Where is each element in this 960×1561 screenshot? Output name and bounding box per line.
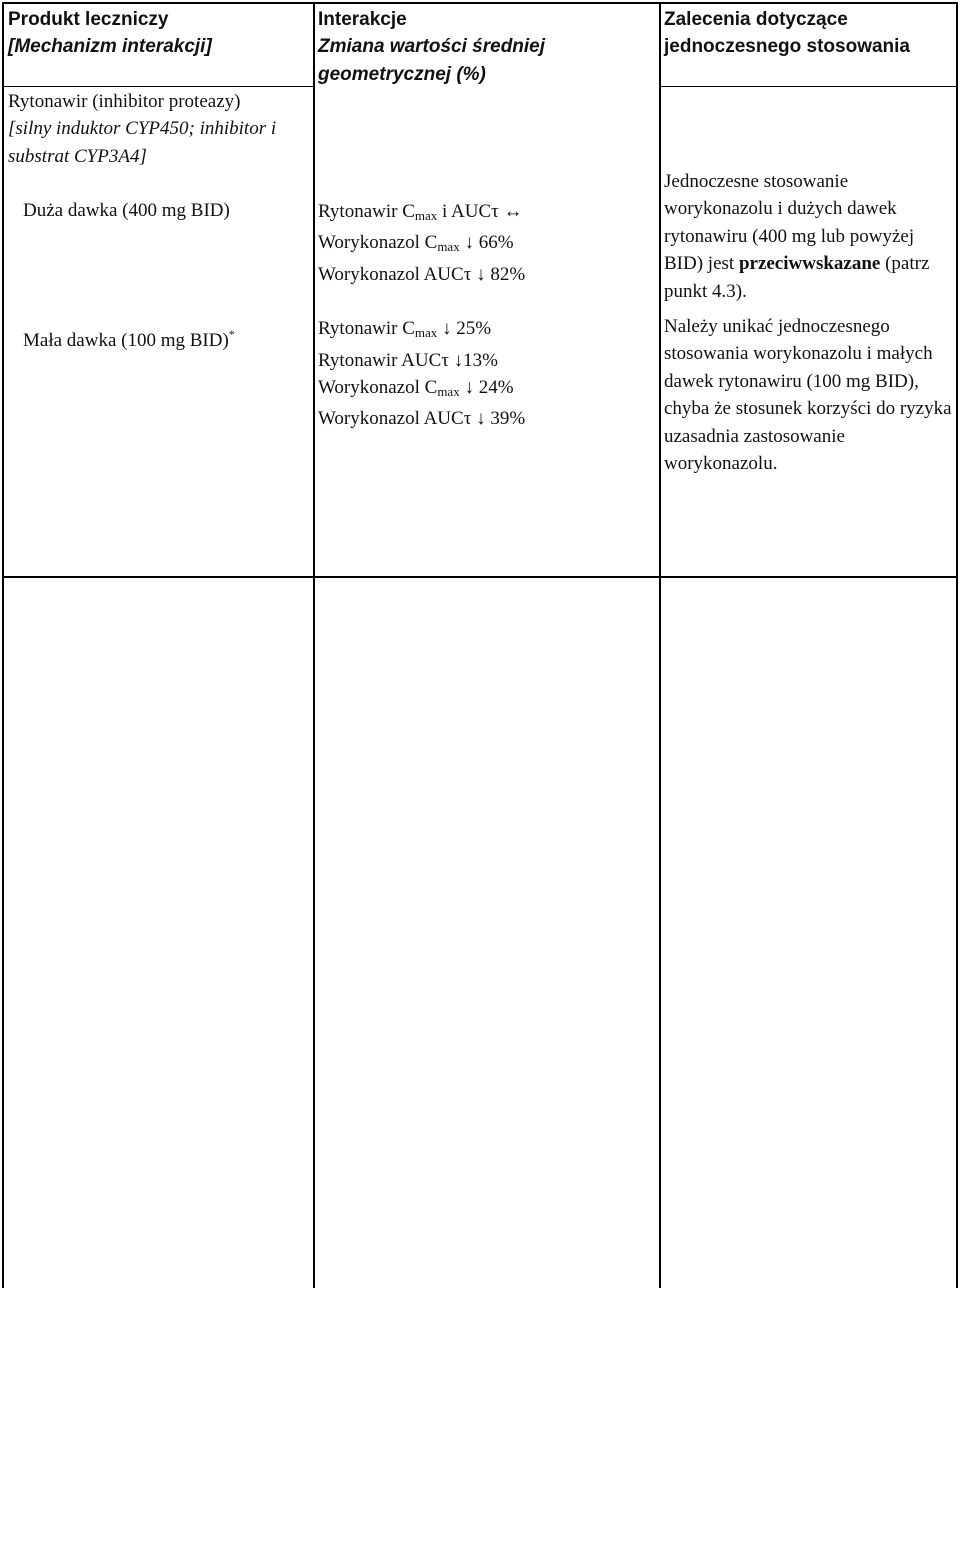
- arrow-down-icon: ↓: [476, 408, 486, 430]
- header-product-title: Produkt leczniczy: [8, 9, 169, 30]
- header-mechanism-title: [Mechanizm interakcji]: [8, 36, 212, 58]
- table-border-top: [2, 2, 958, 4]
- ritonavir-interactions-cell: [318, 198, 658, 433]
- header-geomean-title: Zmiana wartości średniej geometrycznej (%): [318, 36, 546, 85]
- header-interactions-title: Interakcje: [318, 9, 407, 30]
- arrow-down-icon: ↓: [453, 349, 464, 371]
- header-divider: [2, 86, 313, 87]
- column-divider: [313, 2, 315, 1288]
- header-product-cell: [8, 6, 308, 61]
- ritonavir-recommendation-low: Należy unikać jednoczesnego stosowania worykonazolu i małych dawek rytonawiru (100 mg BID), chyba że stosunek korzyści do ryzyka uzasadnia zastosowanie worykonazolu.: [664, 316, 952, 475]
- ritonavir-high-dose: Duża dawka (400 mg BID): [23, 200, 230, 222]
- header-recommendations-cell: [664, 6, 934, 61]
- interaction-line: Rytonawir AUCτ ↓13%: [318, 347, 658, 374]
- header-recommendations-title: Zalecenia dotyczące jednoczesnego stosowania: [664, 9, 910, 58]
- interaction-line: Worykonazol AUCτ ↓ 82%: [318, 261, 658, 288]
- row-divider: [2, 576, 958, 578]
- ritonavir-product-cell: [8, 88, 308, 354]
- interaction-line: Worykonazol $C_{max}$ ↓ 24%: [318, 374, 658, 405]
- ritonavir-low-dose: Mała dawka (100 mg BID): [23, 329, 229, 351]
- header-divider: [659, 86, 958, 87]
- table-border-right: [956, 2, 958, 1288]
- interaction-line: Rytonawir $C_{max}$ i AUCτ ↔: [318, 201, 523, 223]
- ritonavir-recommendation-high: Jednoczesne stosowanie worykonazolu i dużych dawek rytonawiru (400 mg lub powyżej BID) jest przeciwwskazane (patrz punkt 4.3).: [664, 171, 930, 302]
- arrow-down-icon: ↓: [464, 232, 474, 254]
- arrow-down-icon: ↓: [464, 377, 474, 399]
- interaction-line: Rytonawir $C_{max}$ ↓ 25%: [318, 315, 658, 346]
- header-interactions-cell: [318, 6, 578, 88]
- interaction-line: Worykonazol $C_{max}$ ↓ 66%: [318, 229, 658, 260]
- ritonavir-low-dose-line: [8, 321, 308, 354]
- interaction-line: Worykonazol AUCτ ↓ 39%: [318, 405, 658, 432]
- table-border-left: [2, 2, 4, 1288]
- ritonavir-recommendation-cell: [664, 168, 952, 477]
- ritonavir-mechanism: [silny induktor CYP450; inhibitor i substrat CYP3A4]: [8, 118, 277, 167]
- footnote-asterisk: *: [228, 326, 235, 341]
- arrow-down-icon: ↓: [476, 263, 486, 285]
- column-divider: [659, 2, 661, 1288]
- ritonavir-drug-name: Rytonawir (inhibitor proteazy): [8, 91, 241, 112]
- arrow-down-icon: ↓: [442, 318, 452, 340]
